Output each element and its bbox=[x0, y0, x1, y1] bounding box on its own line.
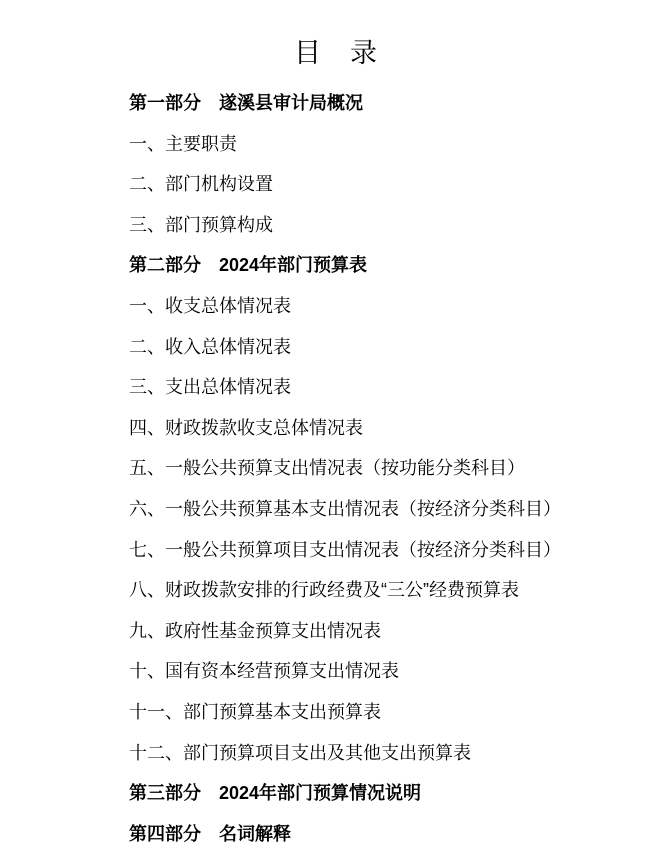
toc-entry: 三、支出总体情况表 bbox=[129, 377, 291, 398]
toc-entry: 五、一般公共预算支出情况表（按功能分类科目） bbox=[129, 458, 525, 479]
toc-entry: 八、财政拨款安排的行政经费及“三公”经费预算表 bbox=[129, 580, 519, 601]
page-title: 目 录 bbox=[294, 38, 378, 68]
toc-section-heading: 第三部分 2024年部门预算情况说明 bbox=[129, 783, 422, 804]
toc-list bbox=[129, 92, 662, 862]
toc-entry: 七、一般公共预算项目支出情况表（按经济分类科目） bbox=[129, 539, 561, 560]
toc-entry: 三、部门预算构成 bbox=[129, 214, 273, 235]
toc-entry: 九、政府性基金预算支出情况表 bbox=[129, 620, 381, 641]
toc-entry: 二、收入总体情况表 bbox=[129, 336, 291, 357]
toc-section-heading: 第一部分 遂溪县审计局概况 bbox=[129, 93, 363, 113]
toc-entry: 二、部门机构设置 bbox=[129, 174, 273, 195]
toc-entry: 十二、部门预算项目支出及其他支出预算表 bbox=[129, 742, 471, 763]
toc-entry: 六、一般公共预算基本支出情况表（按经济分类科目） bbox=[129, 498, 561, 519]
toc-section-heading: 第二部分 2024年部门预算表 bbox=[129, 255, 368, 276]
toc-entry: 一、主要职责 bbox=[129, 133, 237, 154]
toc-entry: 十一、部门预算基本支出预算表 bbox=[129, 701, 381, 722]
toc-section-heading: 第四部分 名词解释 bbox=[129, 823, 291, 844]
toc-entry: 一、收支总体情况表 bbox=[129, 295, 291, 316]
toc-entry: 四、财政拨款收支总体情况表 bbox=[129, 417, 363, 438]
toc-entry: 十、国有资本经营预算支出情况表 bbox=[129, 661, 399, 682]
